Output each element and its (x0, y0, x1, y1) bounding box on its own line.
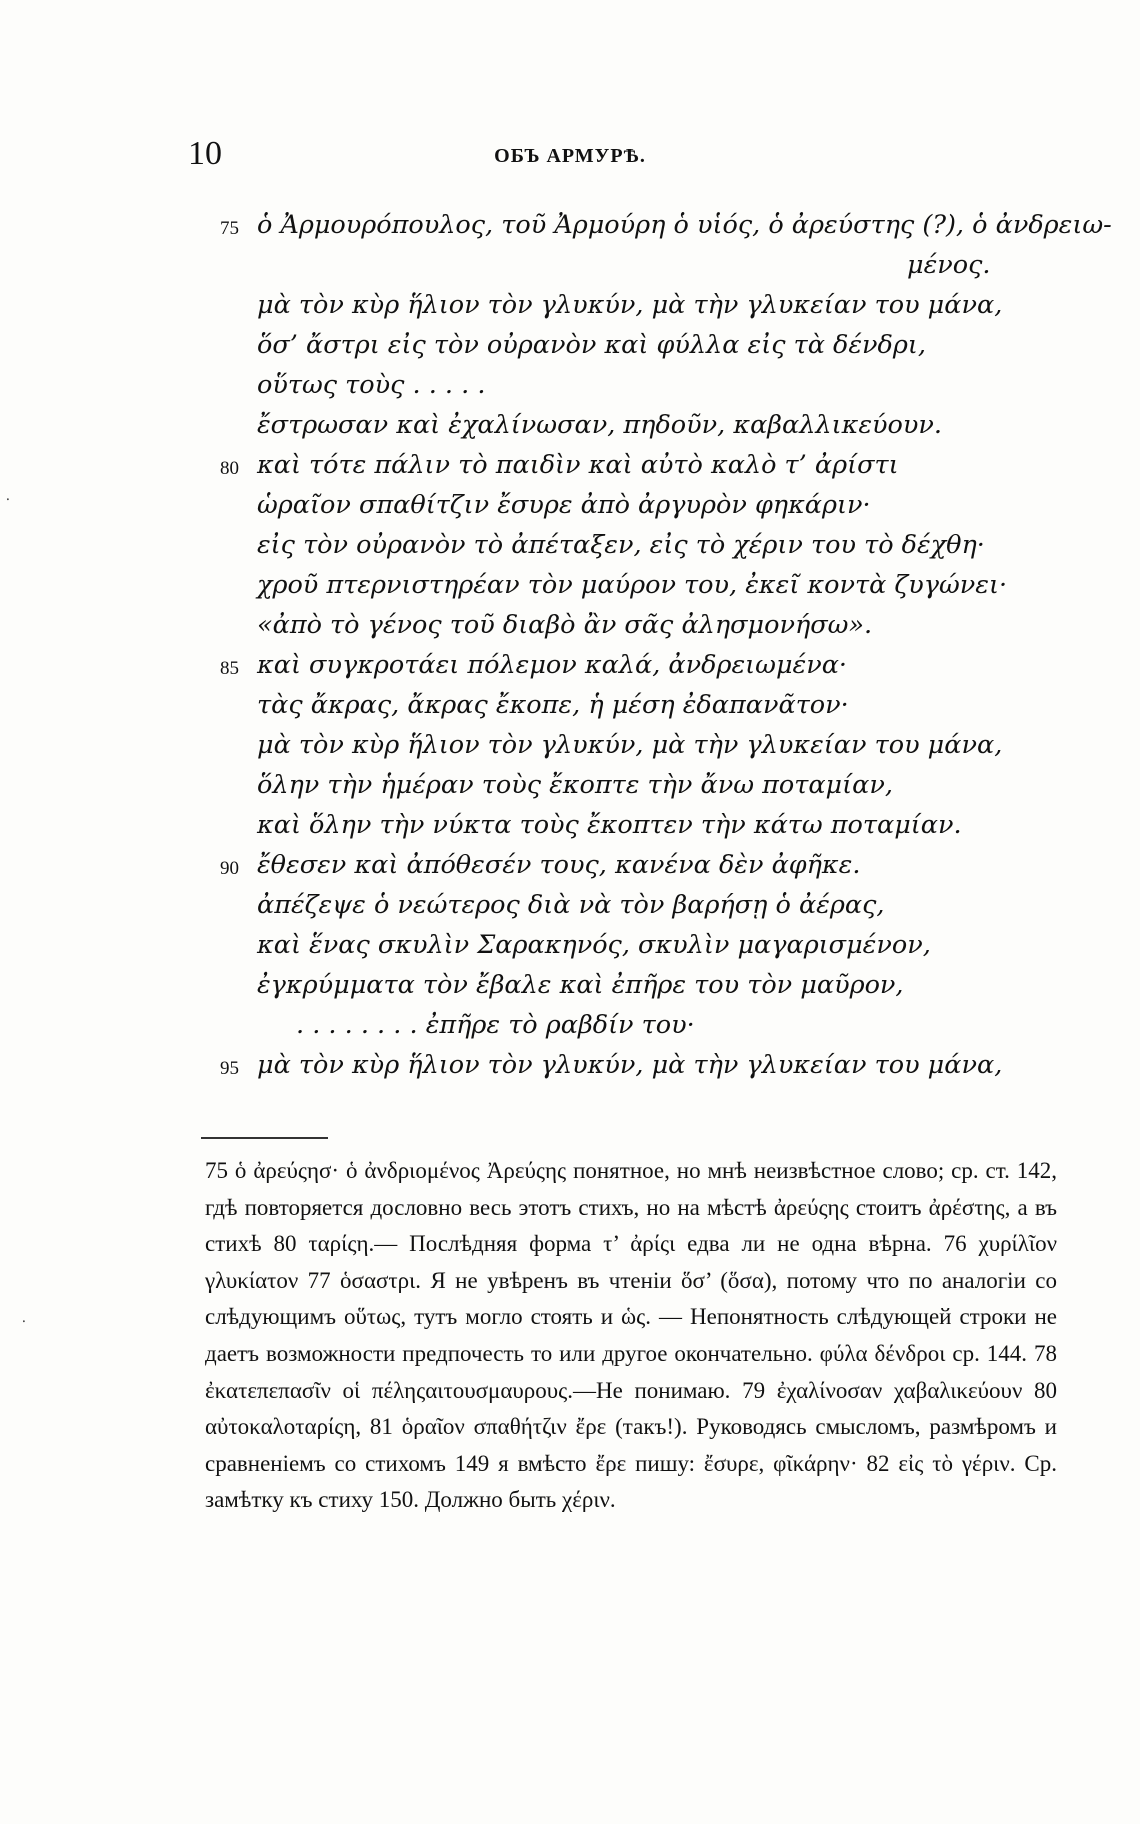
verse-line (0, 245, 1140, 285)
verse-line (0, 565, 1140, 605)
verse-line (0, 685, 1140, 725)
verse-line (0, 725, 1140, 765)
verse-number: 80 (220, 458, 239, 479)
verse-text: ἀπέζεψε ὁ νεώτερος διὰ νὰ τὸν βαρήσῃ ὁ ἀέρας, (257, 890, 885, 920)
verse-number: 90 (220, 858, 239, 879)
verse-text: ὁ Ἀρμουρόπουλος, τοῦ Ἀρμούρη ὁ υἱός, ὁ ἀρεύστης (?), ὁ ἀνδρειω- (257, 210, 1112, 240)
margin-mark: ⸳ (6, 490, 10, 506)
verse-line (0, 605, 1140, 645)
verse-text: . . . . . . . . ἐπῆρε τὸ ραβδίν του· (296, 1010, 695, 1040)
footnote-rule (201, 1137, 328, 1139)
verse-number: 95 (220, 1058, 239, 1079)
verse-text: καὶ ἕνας σκυλὶν Σαρακηνός, σκυλὶν μαγαρισμένον, (257, 930, 931, 960)
verse-text: οὕτως τοὺς . . . . . (257, 370, 486, 400)
verse-text: ἔθεσεν καὶ ἀπόθεσέν τους, κανένα δὲν ἀφῆκε. (257, 850, 861, 880)
verse-line (0, 845, 1140, 885)
verse-line (0, 885, 1140, 925)
margin-mark: ⸳ (22, 1312, 26, 1328)
verse-text: μὰ τὸν κὺρ ἥλιον τὸν γλυκύν, μὰ τὴν γλυκείαν του μάνα, (257, 290, 1003, 320)
verse-text: καὶ ὅλην τὴν νύκτα τοὺς ἔκοπτεν τὴν κάτω ποταμίαν. (257, 810, 962, 840)
verse-line (0, 365, 1140, 405)
page-header (0, 135, 1140, 185)
verse-line (0, 485, 1140, 525)
page-number: 10 (188, 135, 222, 172)
verse-line (0, 965, 1140, 1005)
verse-line (0, 285, 1140, 325)
verse-line (0, 1005, 1140, 1045)
verse-text: μένος. (907, 250, 991, 280)
verse-number: 75 (220, 218, 239, 239)
verse-text: ὅσ’ ἄστρι εἰς τὸν οὐρανὸν καὶ φύλλα εἰς τὰ δένδρι, (257, 330, 927, 360)
verse-text: ὅλην τὴν ἡμέραν τοὺς ἔκοπτε τὴν ἄνω ποταμίαν, (257, 770, 893, 800)
footnotes (205, 1153, 1057, 1519)
verse-line (0, 325, 1140, 365)
verse-text: καὶ τότε πάλιν τὸ παιδὶν καὶ αὐτὸ καλὸ τ’ ἀρίστι (257, 450, 899, 480)
verse-line (0, 525, 1140, 565)
verse-text: «ἀπὸ τὸ γένος τοῦ διαβὸ ἂν σᾶς ἀλησμονήσω». (257, 610, 873, 640)
verse-line (0, 645, 1140, 685)
footnote-text: 75 ὁ ἀρεύςησ· ὁ ἀνδριομένος Ἀρεύςης понятное, но мнѣ неизвѣстное слово; ср. ст. 142, гдѣ повторяется дословно весь этотъ стихъ, но на мѣстѣ ἀρεύςης стоитъ ἀρέστης, а въ стихѣ 80 ταρίςη.— Послѣдняя форма τ’ ἀρίςι едва ли не одна вѣрна. 76 χυρίλῖον γλυκίατον 77 ὁσαστρι. Я не увѣренъ въ чтеніи ὅσ’ (ὅσα), потому что по аналогіи со слѣдующимъ οὕτως, тутъ могло стоять и ὡς. — Непонятность слѣдующей строки не даетъ возможности предпочесть то или другое окончательно. φύλα δένδροι ср. 144. 78 ἐκατεπεπασῖν οἱ πέληςαιτουσμαυρους.—Не понимаю. 79 ἐχαλίνοσαν χαβαλικεύουν 80 αὐτοκαλοταρίςη, 81 ὁραῖον σπαθήτζιν ἔρε (такъ!). Руководясь смысломъ, размѣромъ и сравненіемъ со стихомъ 149 я вмѣсто ἔρε пишу: ἔσυρε, φῖκάρην· 82 εἰς τὸ γέριν. Ср. замѣтку къ стиху 150. Должно быть χέριν. (205, 1158, 1057, 1513)
verse-text: καὶ συγκροτάει πόλεμον καλά, ἀνδρειωμένα· (257, 650, 848, 680)
verse-text: ὡραῖον σπαθίτζιν ἔσυρε ἀπὸ ἀργυρὸν φηκάριν· (257, 490, 871, 520)
verse-line (0, 765, 1140, 805)
verse-text: ἔστρωσαν καὶ ἐχαλίνωσαν, πηδοῦν, καβαλλικεύουν. (257, 410, 942, 440)
verse-text: ἐγκρύμματα τὸν ἔβαλε καὶ ἐπῆρε του τὸν μαῦρον, (257, 970, 904, 1000)
verse-line (0, 445, 1140, 485)
verse-text: τὰς ἄκρας, ἄκρας ἔκοπε, ἡ μέση ἐδαπανᾶτον· (257, 690, 849, 720)
verse-text: εἰς τὸν οὐρανὸν τὸ ἀπέταξεν, εἰς τὸ χέριν του τὸ δέχθη· (257, 530, 985, 560)
verse-line (0, 925, 1140, 965)
verse-text: μὰ τὸν κὺρ ἥλιον τὸν γλυκύν, μὰ τὴν γλυκείαν του μάνα, (257, 1050, 1003, 1080)
verse-text: μὰ τὸν κὺρ ἥλιον τὸν γλυκύν, μὰ τὴν γλυκείαν του μάνα, (257, 730, 1003, 760)
running-title: ОБЪ АРМУРѢ. (494, 145, 646, 167)
poem-text (0, 205, 1140, 1085)
verse-line (0, 1045, 1140, 1085)
verse-line (0, 205, 1140, 245)
verse-text: χροῦ πτερνιστηρέαν τὸν μαύρον του, ἐκεῖ κοντὰ ζυγώνει· (257, 570, 1008, 600)
verse-line (0, 805, 1140, 845)
verse-number: 85 (220, 658, 239, 679)
verse-line (0, 405, 1140, 445)
